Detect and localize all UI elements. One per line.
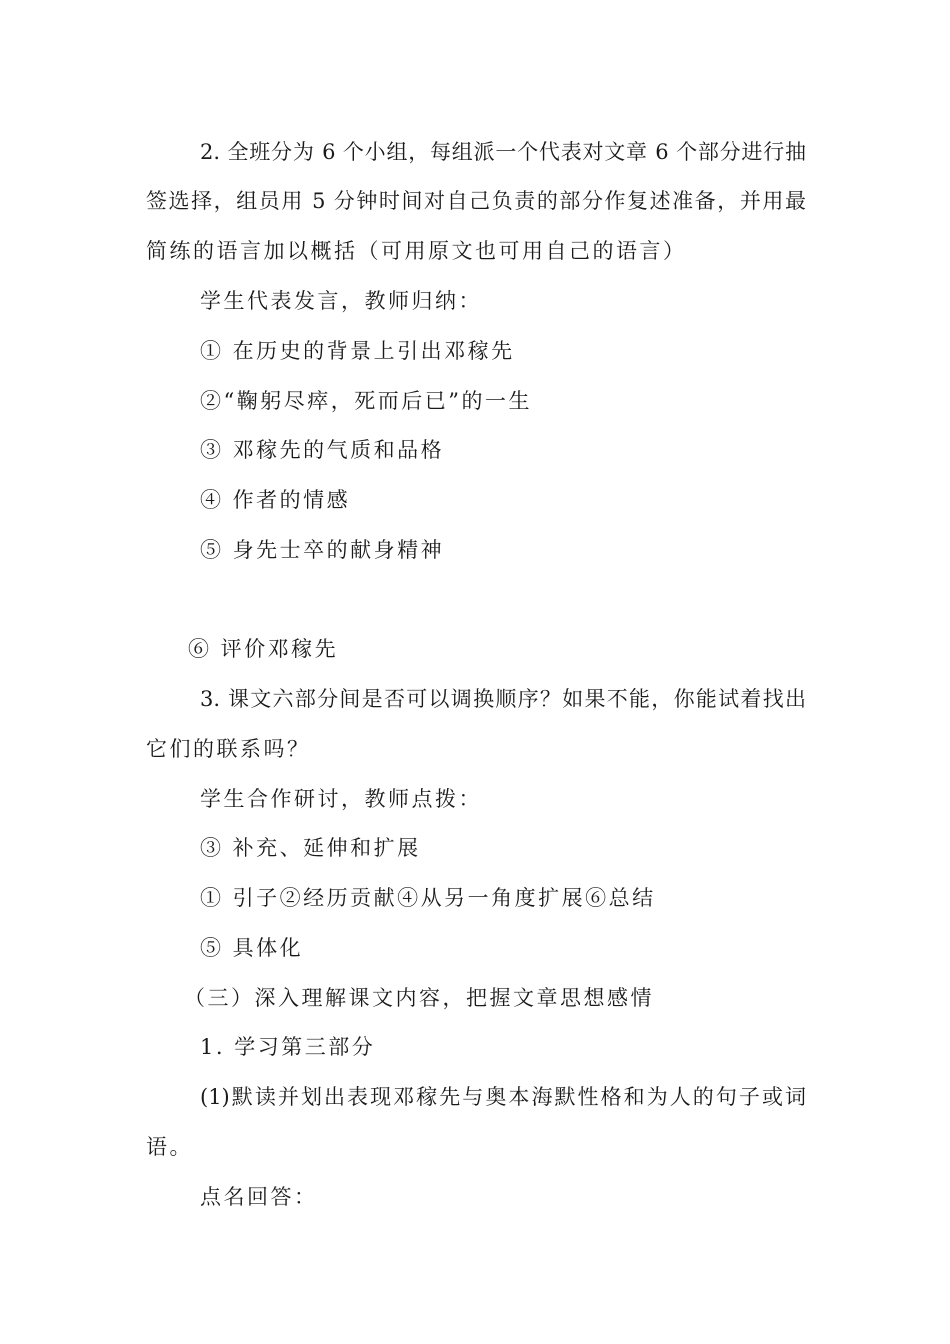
task3-intro: 学生合作研讨，教师点拨： bbox=[200, 787, 482, 811]
list-item: ③ 邓稼先的气质和品格 bbox=[200, 438, 445, 462]
list-item: ②“鞠躬尽瘁，死而后已”的一生 bbox=[200, 389, 532, 413]
list-item: ① 在历史的背景上引出邓稼先 bbox=[200, 339, 515, 363]
question-line-1: (1)默读并划出表现邓稼先与奥本海默性格和为人的句子或词 bbox=[200, 1085, 806, 1109]
subsection-heading: 1. 学习第三部分 bbox=[200, 1035, 376, 1059]
list-item: ④ 作者的情感 bbox=[200, 488, 351, 512]
list-item: ⑤ 具体化 bbox=[200, 936, 304, 960]
task3-line-1: 3. 课文六部分间是否可以调换顺序？如果不能，你能试着找出 bbox=[200, 687, 806, 711]
list-item: ① 引子②经历贡献④从另一角度扩展⑥总结 bbox=[200, 886, 656, 910]
task2-line-1: 2. 全班分为 6 个小组，每组派一个代表对文章 6 个部分进行抽 bbox=[200, 140, 806, 164]
list-item: ⑥ 评价邓稼先 bbox=[188, 637, 339, 661]
task2-line-3: 简练的语言加以概括（可用原文也可用自己的语言） bbox=[146, 239, 687, 263]
task2-intro: 学生代表发言，教师归纳： bbox=[200, 289, 482, 313]
question-line-2: 语。 bbox=[146, 1135, 193, 1159]
section-heading: （三）深入理解课文内容，把握文章思想感情 bbox=[184, 986, 654, 1010]
list-item: ③ 补充、延伸和扩展 bbox=[200, 836, 421, 860]
list-item: ⑤ 身先士卒的献身精神 bbox=[200, 538, 445, 562]
answer-prompt: 点名回答： bbox=[200, 1185, 318, 1209]
task3-line-2: 它们的联系吗？ bbox=[146, 737, 311, 761]
task2-line-2: 签选择，组员用 5 分钟时间对自己负责的部分作复述准备，并用最 bbox=[146, 189, 806, 213]
